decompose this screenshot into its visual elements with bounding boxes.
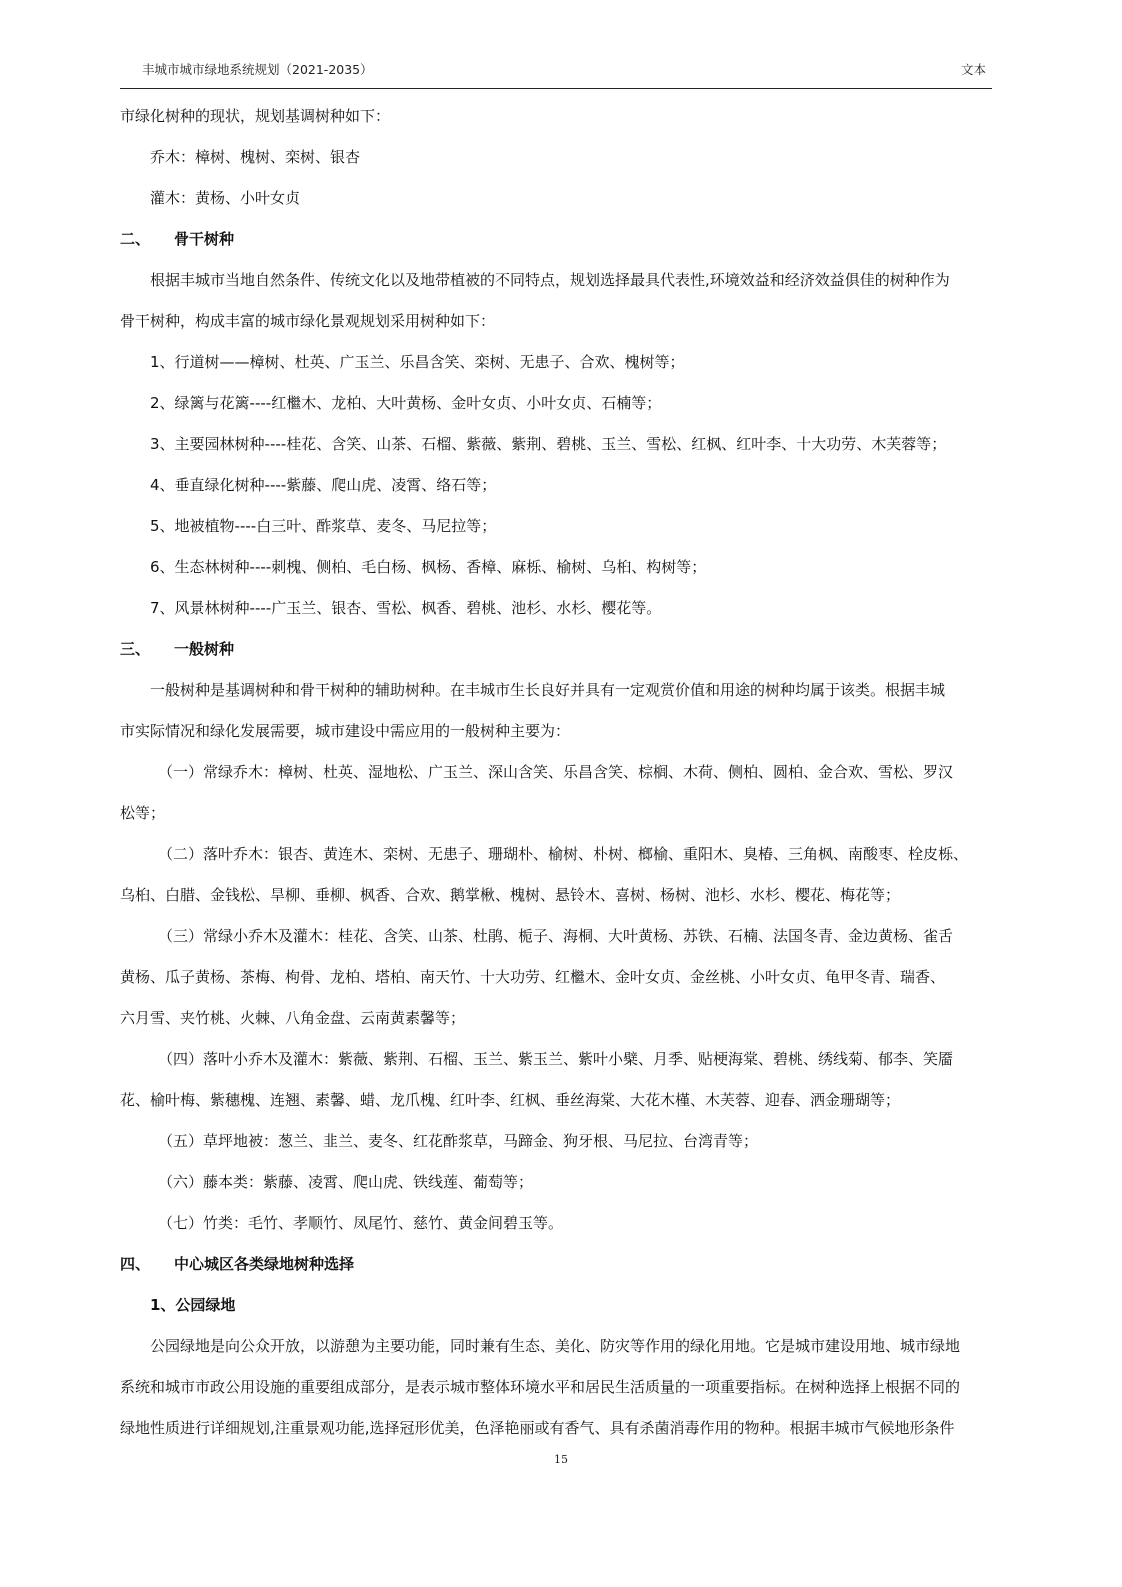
page-header bbox=[120, 58, 992, 89]
subsection-heading-park-green-space: 1、公园绿地 bbox=[150, 1296, 236, 1314]
section-number: 三、 bbox=[120, 640, 151, 658]
category-line: （七）竹类：毛竹、孝顺竹、凤尾竹、慈竹、黄金间碧玉等。 bbox=[158, 1214, 564, 1232]
section-heading-central-city-species bbox=[120, 1244, 992, 1285]
section-number: 四、 bbox=[120, 1255, 151, 1273]
page-number: 15 bbox=[554, 1453, 568, 1466]
section-title: 一般树种 bbox=[174, 640, 235, 658]
section-title: 骨干树种 bbox=[174, 230, 235, 248]
paragraph-line: 一般树种是基调树种和骨干树种的辅助树种。在丰城市生长良好并具有一定观赏价值和用途的树种均属于该类。根据丰城 bbox=[150, 681, 946, 699]
category-line: （一）常绿乔木：樟树、杜英、湿地松、广玉兰、深山含笑、乐昌含笑、棕榈、木荷、侧柏、圆柏、金合欢、雪松、罗汉 bbox=[158, 763, 954, 781]
category-line: 乌桕、白腊、金钱松、旱柳、垂柳、枫香、合欢、鹅掌楸、槐树、悬铃木、喜树、杨树、池杉、水杉、樱花、梅花等； bbox=[120, 886, 901, 904]
category-line: 松等； bbox=[120, 804, 166, 822]
category-line: （六）藤本类：紫藤、凌霄、爬山虎、铁线莲、葡萄等； bbox=[158, 1173, 534, 1191]
category-line: 花、榆叶梅、紫穗槐、连翘、素馨、蜡、龙爪槐、红叶李、红枫、垂丝海棠、大花木槿、木芙蓉、迎春、洒金珊瑚等； bbox=[120, 1091, 901, 1109]
list-item: 5、地被植物----白三叶、酢浆草、麦冬、马尼拉等； bbox=[150, 517, 497, 535]
list-item: 4、垂直绿化树种----紫藤、爬山虎、凌霄、络石等； bbox=[150, 476, 497, 494]
list-item: 6、生态林树种----刺槐、侧柏、毛白杨、枫杨、香樟、麻栎、榆树、乌桕、构树等； bbox=[150, 558, 707, 576]
category-line: 六月雪、夹竹桃、火棘、八角金盘、云南黄素馨等； bbox=[120, 1009, 466, 1027]
category-line: 黄杨、瓜子黄杨、茶梅、枸骨、龙柏、塔柏、南天竹、十大功劳、红檵木、金叶女贞、金丝桃、小叶女贞、龟甲冬青、瑞香、 bbox=[120, 968, 946, 986]
paragraph-line: 市实际情况和绿化发展需要，城市建设中需应用的一般树种主要为： bbox=[120, 722, 571, 740]
paragraph-line: 市绿化树种的现状，规划基调树种如下： bbox=[120, 107, 391, 125]
list-item: 1、行道树——樟树、杜英、广玉兰、乐昌含笑、栾树、无患子、合欢、槐树等； bbox=[150, 353, 685, 371]
paragraph-line: 公园绿地是向公众开放，以游憩为主要功能，同时兼有生态、美化、防灾等作用的绿化用地。它是城市建设用地、城市绿地 bbox=[150, 1337, 961, 1355]
list-item: 7、风景林树种----广玉兰、银杏、雪松、枫香、碧桃、池杉、水杉、樱花等。 bbox=[150, 599, 662, 617]
base-species-shrubs: 灌木：黄杨、小叶女贞 bbox=[150, 189, 301, 207]
category-line: （四）落叶小乔木及灌木：紫薇、紫荆、石榴、玉兰、紫玉兰、紫叶小檗、月季、贴梗海棠、碧桃、绣线菊、郁李、笑靥 bbox=[158, 1050, 954, 1068]
list-item: 3、主要园林树种----桂花、含笑、山茶、石榴、紫薇、紫荆、碧桃、玉兰、雪松、红枫、红叶李、十大功劳、木芙蓉等； bbox=[150, 435, 947, 453]
section-heading-general-species bbox=[120, 629, 992, 670]
section-number: 二、 bbox=[120, 230, 151, 248]
paragraph-line: 绿地性质进行详细规划,注重景观功能,选择冠形优美，色泽艳丽或有香气、具有杀菌消毒作用的物种。根据丰城市气候地形条件 bbox=[120, 1419, 955, 1437]
header-document-title: 丰城市城市绿地系统规划（2021-2035） bbox=[142, 62, 373, 77]
category-line: （二）落叶乔木：银杏、黄连木、栾树、无患子、珊瑚朴、榆树、朴树、榔榆、重阳木、臭椿、三角枫、南酸枣、栓皮栎、 bbox=[158, 845, 969, 863]
section-title: 中心城区各类绿地树种选择 bbox=[174, 1255, 355, 1273]
header-document-type: 文本 bbox=[960, 62, 986, 77]
section-heading-backbone-species bbox=[120, 219, 992, 260]
category-line: （五）草坪地被：葱兰、韭兰、麦冬、红花酢浆草，马蹄金、狗牙根、马尼拉、台湾青等； bbox=[158, 1132, 759, 1150]
base-species-trees: 乔木：樟树、槐树、栾树、银杏 bbox=[150, 148, 361, 166]
category-line: （三）常绿小乔木及灌木：桂花、含笑、山茶、杜鹃、栀子、海桐、大叶黄杨、苏铁、石楠、法国冬青、金边黄杨、雀舌 bbox=[158, 927, 954, 945]
page-body bbox=[120, 96, 992, 1449]
paragraph-line: 骨干树种，构成丰富的城市绿化景观规划采用树种如下： bbox=[120, 312, 496, 330]
paragraph-line: 系统和城市市政公用设施的重要组成部分，是表示城市整体环境水平和居民生活质量的一项重要指标。在树种选择上根据不同的 bbox=[120, 1378, 961, 1396]
list-item: 2、绿篱与花篱----红檵木、龙柏、大叶黄杨、金叶女贞、小叶女贞、石楠等； bbox=[150, 394, 662, 412]
paragraph-line: 根据丰城市当地自然条件、传统文化以及地带植被的不同特点，规划选择最具代表性,环境效益和经济效益俱佳的树种作为 bbox=[150, 271, 950, 289]
